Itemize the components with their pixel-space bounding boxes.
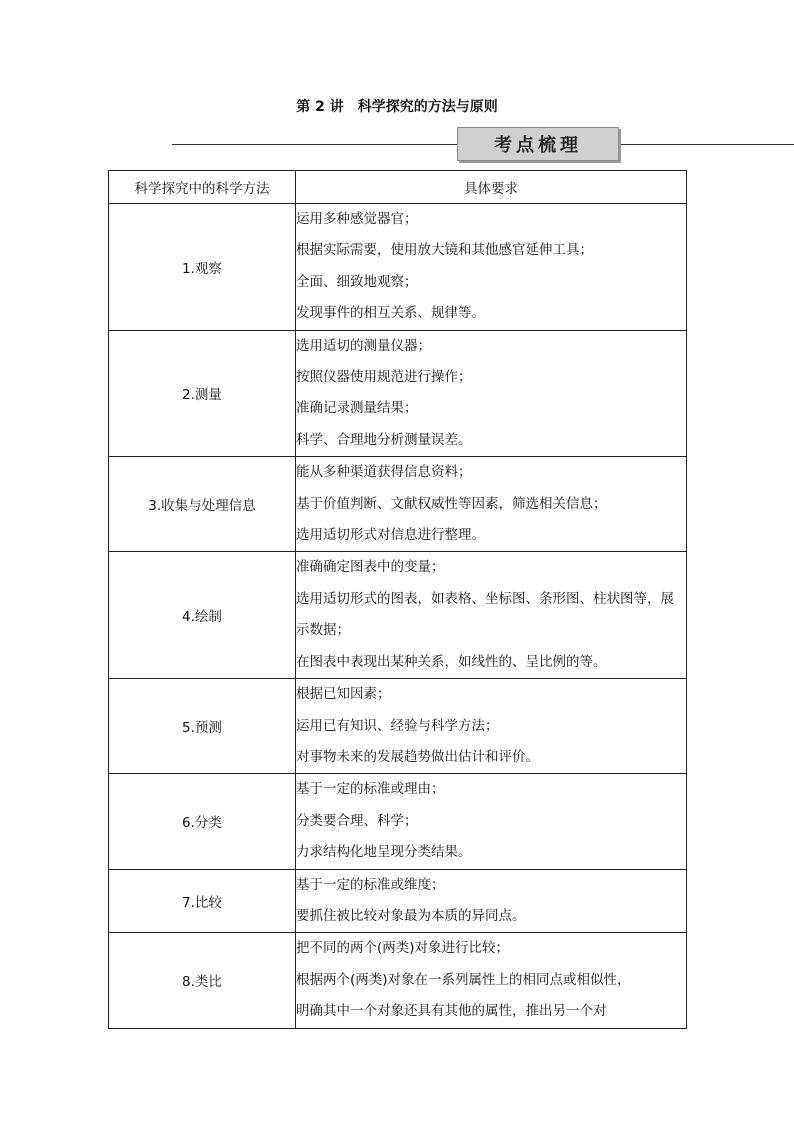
method-cell: 2.测量	[109, 330, 296, 457]
method-cell: 4.绘制	[109, 552, 296, 679]
table-row	[109, 204, 687, 331]
method-cell: 3.收集与处理信息	[109, 457, 296, 552]
method-cell: 6.分类	[109, 774, 296, 869]
method-cell: 1.观察	[109, 204, 296, 331]
requirement-line: 全面、细致地观察；	[296, 273, 418, 290]
requirement-line: 准确确定图表中的变量；	[296, 559, 445, 576]
requirements-cell	[296, 552, 687, 679]
requirements-cell	[296, 330, 687, 457]
table-header-row	[109, 171, 687, 204]
table-row	[109, 330, 687, 457]
requirement-line: 按照仪器使用规范进行操作；	[296, 369, 472, 386]
requirements-cell	[296, 933, 687, 1028]
requirement-line: 运用多种感觉器官；	[296, 211, 418, 227]
requirements-cell	[296, 869, 687, 933]
column-header-requirements: 具体要求	[296, 171, 687, 204]
requirement-line: 运用已有知识、经验与科学方法；	[296, 717, 499, 734]
table-row	[109, 774, 687, 869]
requirement-line: 科学、合理地分析测量误差。	[296, 431, 472, 448]
requirement-line: 能从多种渠道获得信息资料；	[296, 464, 472, 481]
section-banner: 考点梳理	[457, 127, 619, 161]
method-cell: 5.预测	[109, 679, 296, 774]
requirement-line: 选用适切形式的图表，如表格、坐标图、条形图、柱状图等，展示数据；	[296, 590, 674, 639]
requirement-line: 明确其中一个对象还具有其他的属性，推出另一个对	[296, 1003, 607, 1020]
table-row	[109, 457, 687, 552]
banner-rule-left	[172, 144, 458, 145]
requirement-line: 根据两个(两类)对象在一系列属性上的相同点或相似性，	[296, 971, 631, 988]
requirements-cell	[296, 679, 687, 774]
requirement-line: 在图表中表现出某种关系，如线性的、呈比例的等。	[296, 653, 607, 670]
requirement-line: 发现事件的相互关系、规律等。	[296, 305, 485, 322]
requirement-line: 根据已知因素；	[296, 686, 391, 703]
requirement-line: 对事物未来的发展趋势做出估计和评价。	[296, 748, 539, 765]
table-row	[109, 679, 687, 774]
table-row	[109, 869, 687, 933]
requirement-line: 准确记录测量结果；	[296, 400, 418, 417]
page-title: 第 2 讲 科学探究的方法与原则	[296, 99, 498, 115]
requirement-line: 把不同的两个(两类)对象进行比较；	[296, 940, 510, 957]
table-row	[109, 933, 687, 1028]
requirements-cell	[296, 457, 687, 552]
requirement-line: 基于一定的标准或理由；	[296, 781, 445, 798]
requirement-line: 基于一定的标准或维度；	[296, 876, 445, 893]
requirement-line: 基于价值判断、文献权威性等因素，筛选相关信息；	[296, 495, 607, 512]
column-header-method: 科学探究中的科学方法	[109, 171, 296, 204]
requirement-line: 选用适切形式对信息进行整理。	[296, 527, 485, 544]
requirement-line: 分类要合理、科学；	[296, 812, 418, 829]
methods-table	[108, 170, 687, 1029]
requirement-line: 要抓住被比较对象最为本质的异同点。	[296, 907, 526, 924]
banner-rule-right	[620, 144, 794, 145]
requirements-cell	[296, 204, 687, 331]
requirements-cell	[296, 774, 687, 869]
requirement-line: 选用适切的测量仪器；	[296, 337, 431, 354]
table-row	[109, 552, 687, 679]
requirement-line: 力求结构化地呈现分类结果。	[296, 844, 472, 861]
method-cell: 7.比较	[109, 869, 296, 933]
method-cell: 8.类比	[109, 933, 296, 1028]
requirement-line: 根据实际需要，使用放大镜和其他感官延伸工具；	[296, 242, 593, 259]
